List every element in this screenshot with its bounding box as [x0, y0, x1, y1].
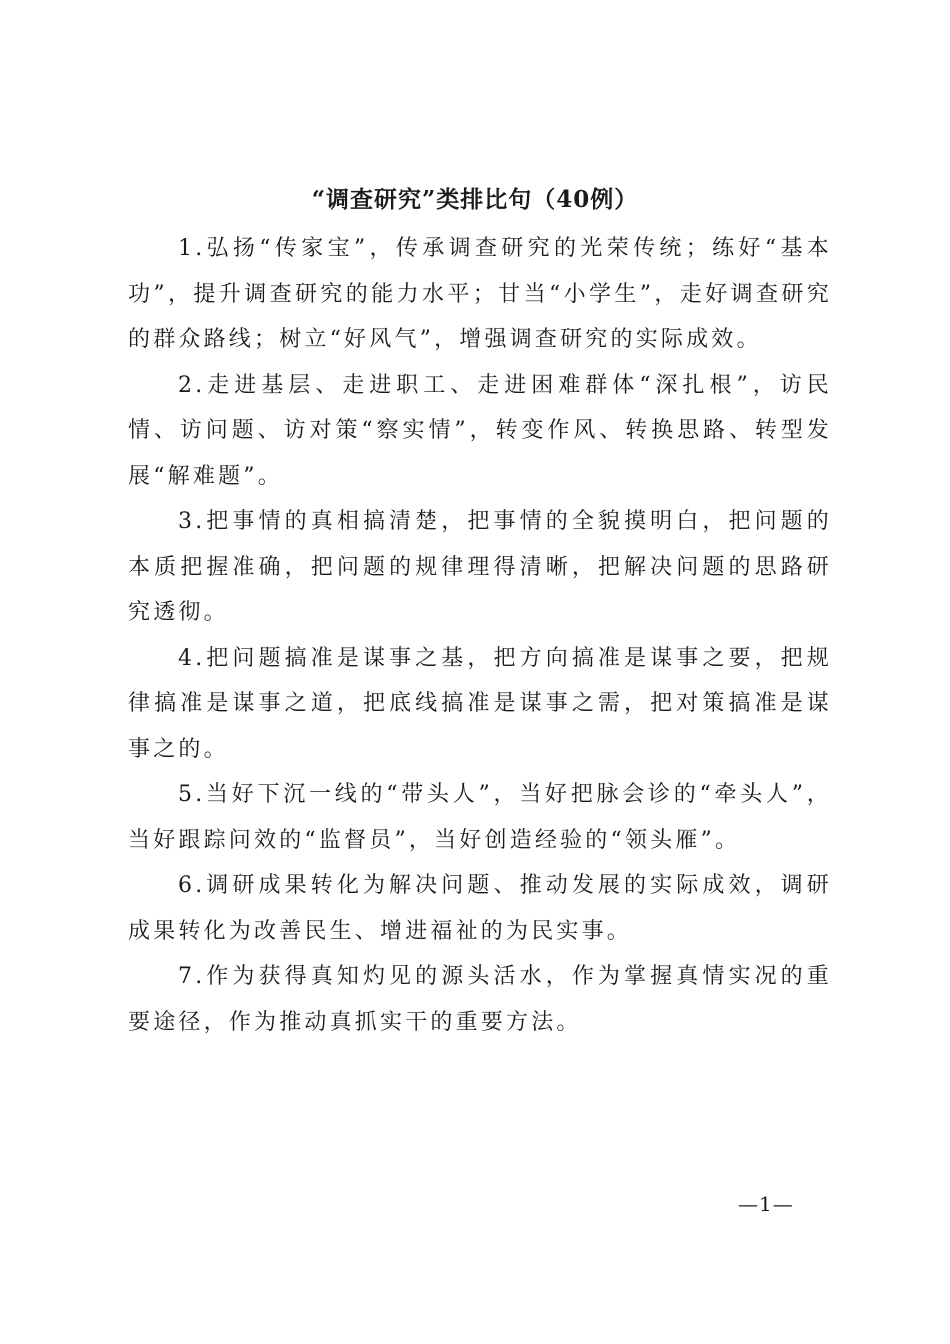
- document-body: [128, 226, 832, 1045]
- paragraph-2: 2.走进基层、走进职工、走进困难群体“深扎根”，访民情、访问题、访对策“察实情”，转变作风、转换思路、转型发展“解难题”。: [128, 372, 832, 489]
- paragraph-4: 4.把问题搞准是谋事之基，把方向搞准是谋事之要，把规律搞准是谋事之道，把底线搞准是谋事之需，把对策搞准是谋事之的。: [128, 645, 832, 762]
- paragraph-1: 1.弘扬“传家宝”，传承调查研究的光荣传统；练好“基本功”，提升调查研究的能力水平；甘当“小学生”，走好调查研究的群众路线；树立“好风气”，增强调查研究的实际成效。: [128, 236, 832, 352]
- page-number: —1—: [738, 1192, 794, 1216]
- paragraph-3: 3.把事情的真相搞清楚，把事情的全貌摸明白，把问题的本质把握准确，把问题的规律理得清晰，把解决问题的思路研究透彻。: [128, 509, 832, 625]
- paragraph-7: 7.作为获得真知灼见的源头活水，作为掌握真情实况的重要途径，作为推动真抓实干的重要方法。: [128, 964, 832, 1035]
- paragraph-6: 6.调研成果转化为解决问题、推动发展的实际成效，调研成果转化为改善民生、增进福祉的为民实事。: [128, 873, 832, 944]
- paragraph-5: 5.当好下沉一线的“带头人”，当好把脉会诊的“牵头人”，当好跟踪问效的“监督员”，当好创造经验的“领头雁”。: [128, 782, 832, 853]
- document-title: “调查研究”类排比句（40例）: [311, 186, 639, 213]
